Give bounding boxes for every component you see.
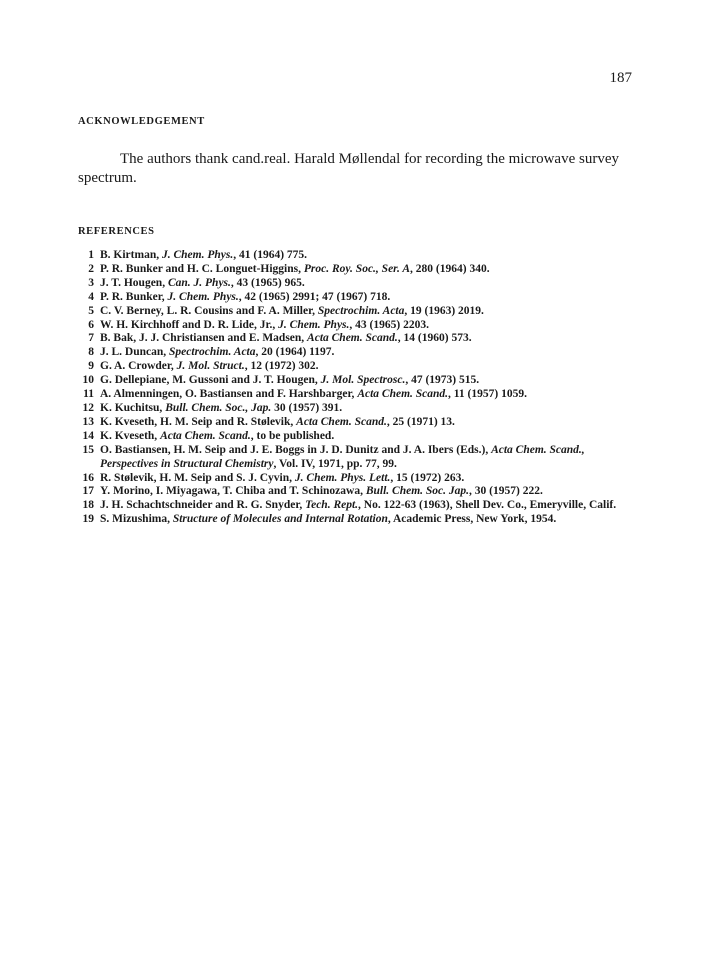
reference-item xyxy=(74,374,640,388)
reference-text: P. R. Bunker and H. C. Longuet-Higgins, xyxy=(100,262,304,275)
reference-item xyxy=(74,499,640,513)
reference-source: Spectrochim. Acta xyxy=(317,304,405,317)
reference-source: J. Mol. Struct. xyxy=(176,360,245,373)
acknowledgement-text: The authors thank cand.real. Harald Møllendal for recording the microwave survey spectrum. xyxy=(78,151,619,186)
reference-source: Acta Chem. Scand. xyxy=(357,388,449,401)
reference-text: , Academic Press, New York, 1954. xyxy=(387,513,557,526)
reference-source: J. Chem. Phys. Lett. xyxy=(294,471,391,484)
reference-text: G. A. Crowder, xyxy=(100,360,177,373)
reference-source: Bull. Chem. Soc. Jap. xyxy=(365,485,470,498)
reference-text: , to be published. xyxy=(250,429,335,442)
reference-number: 18 xyxy=(82,499,94,512)
reference-text: , 42 (1965) 2991; 47 (1967) 718. xyxy=(238,290,391,303)
reference-text: , 47 (1973) 515. xyxy=(405,374,480,387)
reference-item xyxy=(74,346,640,360)
reference-item xyxy=(74,305,640,319)
reference-item xyxy=(74,332,640,346)
reference-number: 10 xyxy=(82,374,94,387)
reference-text: , No. 122-63 (1963), Shell Dev. Co., Emeryville, Calif. xyxy=(358,499,617,512)
reference-source: Can. J. Phys. xyxy=(167,276,231,289)
reference-number: 14 xyxy=(82,429,94,442)
reference-source: J. Mol. Spectrosc. xyxy=(320,374,406,387)
reference-item xyxy=(74,360,640,374)
reference-item xyxy=(74,249,640,263)
reference-source: Acta Chem. Scand. xyxy=(296,415,387,428)
reference-item xyxy=(74,291,640,305)
reference-number: 16 xyxy=(82,471,94,484)
reference-item xyxy=(74,472,640,486)
reference-text: P. R. Bunker, xyxy=(100,290,168,303)
reference-item xyxy=(74,513,640,527)
references-heading: REFERENCES xyxy=(78,226,155,237)
reference-text: , 30 (1957) 222. xyxy=(469,485,543,498)
reference-source: Acta Chem. Scand. xyxy=(307,332,398,345)
reference-text: 30 (1957) 391. xyxy=(271,401,343,414)
reference-number: 3 xyxy=(88,276,94,289)
reference-text: , 25 (1971) 13. xyxy=(386,415,455,428)
reference-number: 5 xyxy=(88,304,94,317)
reference-number: 6 xyxy=(88,318,94,331)
page-number: 187 xyxy=(609,70,632,86)
reference-source: Acta Chem. Scand. xyxy=(160,429,251,442)
reference-source: Acta Chem. Scand., Perspectives in Structural Chemistry xyxy=(100,443,585,470)
reference-source: J. Chem. Phys. xyxy=(167,290,239,303)
reference-text: , 20 (1964) 1197. xyxy=(255,346,335,359)
reference-item xyxy=(74,388,640,402)
reference-text: O. Bastiansen, H. M. Seip and J. E. Boggs in J. D. Dunitz and J. A. Ibers (Eds.), xyxy=(100,443,492,456)
reference-source: Tech. Rept. xyxy=(305,499,359,512)
reference-number: 2 xyxy=(88,262,94,275)
reference-source: J. Chem. Phys. xyxy=(161,249,234,261)
references-list xyxy=(74,249,640,527)
reference-number: 1 xyxy=(88,249,94,261)
reference-text: , 15 (1972) 263. xyxy=(390,471,465,484)
reference-source: J. Chem. Phys. xyxy=(278,318,350,331)
reference-number: 13 xyxy=(82,415,94,428)
reference-item xyxy=(74,263,640,277)
reference-source: Spectrochim. Acta xyxy=(169,346,256,359)
reference-text: B. Kirtman, xyxy=(100,249,162,261)
reference-number: 4 xyxy=(88,290,94,303)
acknowledgement-heading: ACKNOWLEDGEMENT xyxy=(78,116,205,127)
reference-source: Proc. Roy. Soc., Ser. A xyxy=(303,262,411,275)
reference-item xyxy=(74,430,640,444)
reference-text: , 43 (1965) 965. xyxy=(230,276,305,289)
reference-text: J. H. Schachtschneider and R. G. Snyder, xyxy=(100,499,306,512)
reference-number: 12 xyxy=(82,401,94,414)
reference-text: K. Kuchitsu, xyxy=(100,401,166,414)
reference-text: C. V. Berney, L. R. Cousins and F. A. Miller, xyxy=(100,304,318,317)
reference-text: , 19 (1963) 2019. xyxy=(404,304,484,317)
reference-source: Structure of Molecules and Internal Rotation xyxy=(172,513,388,526)
reference-text: G. Dellepiane, M. Gussoni and J. T. Hougen, xyxy=(100,374,321,387)
reference-text: R. Stølevik, H. M. Seip and S. J. Cyvin, xyxy=(100,471,295,484)
reference-text: W. H. Kirchhoff and D. R. Lide, Jr., xyxy=(100,318,279,331)
reference-number: 19 xyxy=(82,513,94,526)
reference-number: 11 xyxy=(83,388,94,401)
reference-text: , 14 (1960) 573. xyxy=(397,332,472,345)
reference-text: J. T. Hougen, xyxy=(100,276,168,289)
reference-item xyxy=(74,402,640,416)
reference-text: , 43 (1965) 2203. xyxy=(349,318,429,331)
reference-text: K. Kveseth, xyxy=(100,429,161,442)
reference-text: , Vol. IV, 1971, pp. 77, 99. xyxy=(273,457,397,470)
reference-text: A. Almenningen, O. Bastiansen and F. Harshbarger, xyxy=(100,388,358,401)
reference-number: 8 xyxy=(88,346,94,359)
reference-item xyxy=(74,277,640,291)
reference-number: 17 xyxy=(82,485,94,498)
reference-source: Bull. Chem. Soc., Jap. xyxy=(165,401,272,414)
reference-item xyxy=(74,319,640,333)
reference-text: J. L. Duncan, xyxy=(100,346,170,359)
reference-number: 15 xyxy=(82,443,94,456)
reference-item xyxy=(74,444,640,472)
reference-item xyxy=(74,416,640,430)
reference-text: , 41 (1964) 775. xyxy=(233,249,308,261)
reference-text: , 12 (1972) 302. xyxy=(244,360,319,373)
reference-number: 7 xyxy=(88,332,94,345)
reference-item xyxy=(74,485,640,499)
reference-text: B. Bak, J. J. Christiansen and E. Madsen, xyxy=(100,332,308,345)
reference-number: 9 xyxy=(88,360,94,373)
reference-text: , 280 (1964) 340. xyxy=(410,262,490,275)
reference-text: S. Mizushima, xyxy=(100,513,173,526)
reference-text: K. Kveseth, H. M. Seip and R. Stølevik, xyxy=(100,415,297,428)
reference-text: , 11 (1957) 1059. xyxy=(448,388,527,401)
reference-text: Y. Morino, I. Miyagawa, T. Chiba and T. Schinozawa, xyxy=(100,485,366,498)
